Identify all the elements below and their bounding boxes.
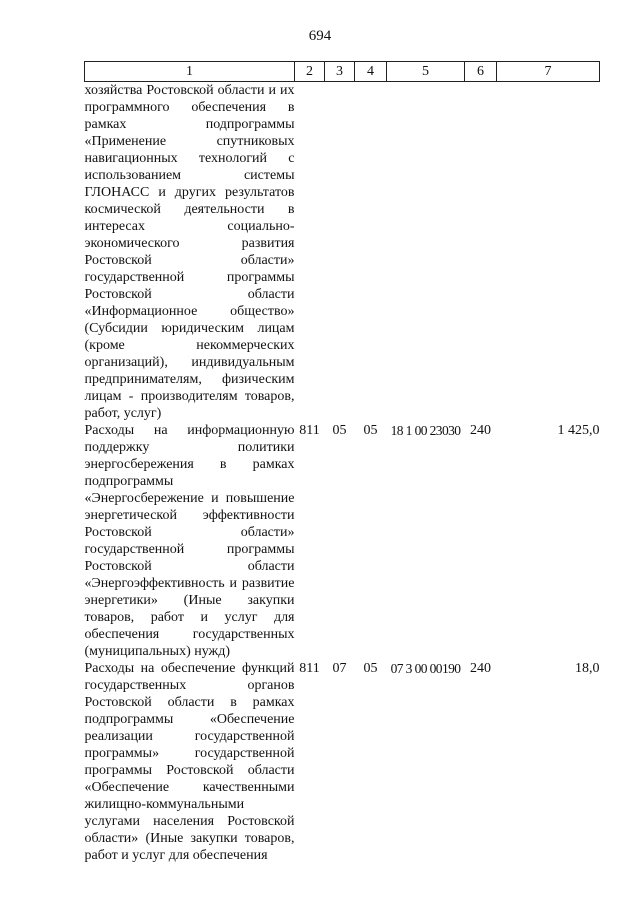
row-ministry-code: 811 (299, 423, 320, 438)
row-target-article-code (387, 82, 465, 423)
row-ministry-code: 811 (299, 661, 320, 676)
row-subsection-code (355, 82, 387, 423)
column-header-2: 2 (295, 62, 325, 82)
budget-table (84, 61, 600, 864)
column-header-5: 5 (387, 62, 465, 82)
row-expense-type-code: 240 (470, 423, 491, 438)
row-expense-type-code (465, 82, 497, 423)
column-header-4: 4 (355, 62, 387, 82)
column-header-1: 1 (85, 62, 295, 82)
row-description: Расходы на информационную поддержку политики энергосбережения в рамках подпрограммы «Энергосбережение и повышение энергетической эффективности Ростовской области» государственной программы Ростовской области «Энергоэффективность и развитие энергетики» (Иные закупки товаров, работ и услуг для обеспечения государственных (муниципальных) нужд) (84, 423, 295, 659)
row-description: хозяйства Ростовской области и их программного обеспечения в рамках подпрограммы «Применение спутниковых навигационных технологий с использованием системы ГЛОНАСС и других результатов космической деятельности в интересах социально-экономического развития Ростовской области» государственной программы Ростовской области «Информационное общество» (Субсидии юридическим лицам (кроме некоммерческих организаций), индивидуальным предпринимателям, физическим лицам - производителям товаров, работ, услуг) (84, 83, 295, 421)
row-section-code: 05 (332, 423, 347, 438)
row-section-code: 07 (332, 661, 347, 676)
row-target-article-code: 07 3 00 00190 (390, 661, 461, 676)
table-row (85, 660, 600, 864)
row-ministry-code (295, 82, 325, 423)
column-header-6: 6 (465, 62, 497, 82)
row-subsection-code: 05 (363, 423, 378, 438)
table-row (85, 82, 600, 423)
row-description: Расходы на обеспечение функций государственных органов Ростовской области в рамках подпрограммы «Обеспечение реализации государственной программы» государственной программы Ростовской области «Обеспечение качественными жилищно-коммунальными услугами населения Ростовской области» (Иные закупки товаров, работ и услуг для обеспечения (84, 661, 295, 863)
row-section-code (325, 82, 355, 423)
column-number-header (85, 62, 600, 82)
row-subsection-code: 05 (363, 661, 378, 676)
page-number: 694 (308, 28, 332, 44)
table-row (85, 422, 600, 660)
row-expense-type-code: 240 (470, 661, 491, 676)
row-amount: 1 425,0 (557, 423, 600, 438)
column-header-3: 3 (325, 62, 355, 82)
column-header-7: 7 (497, 62, 600, 82)
row-amount: 18,0 (575, 661, 600, 676)
row-amount (497, 82, 600, 423)
row-target-article-code: 18 1 00 23030 (390, 423, 461, 438)
